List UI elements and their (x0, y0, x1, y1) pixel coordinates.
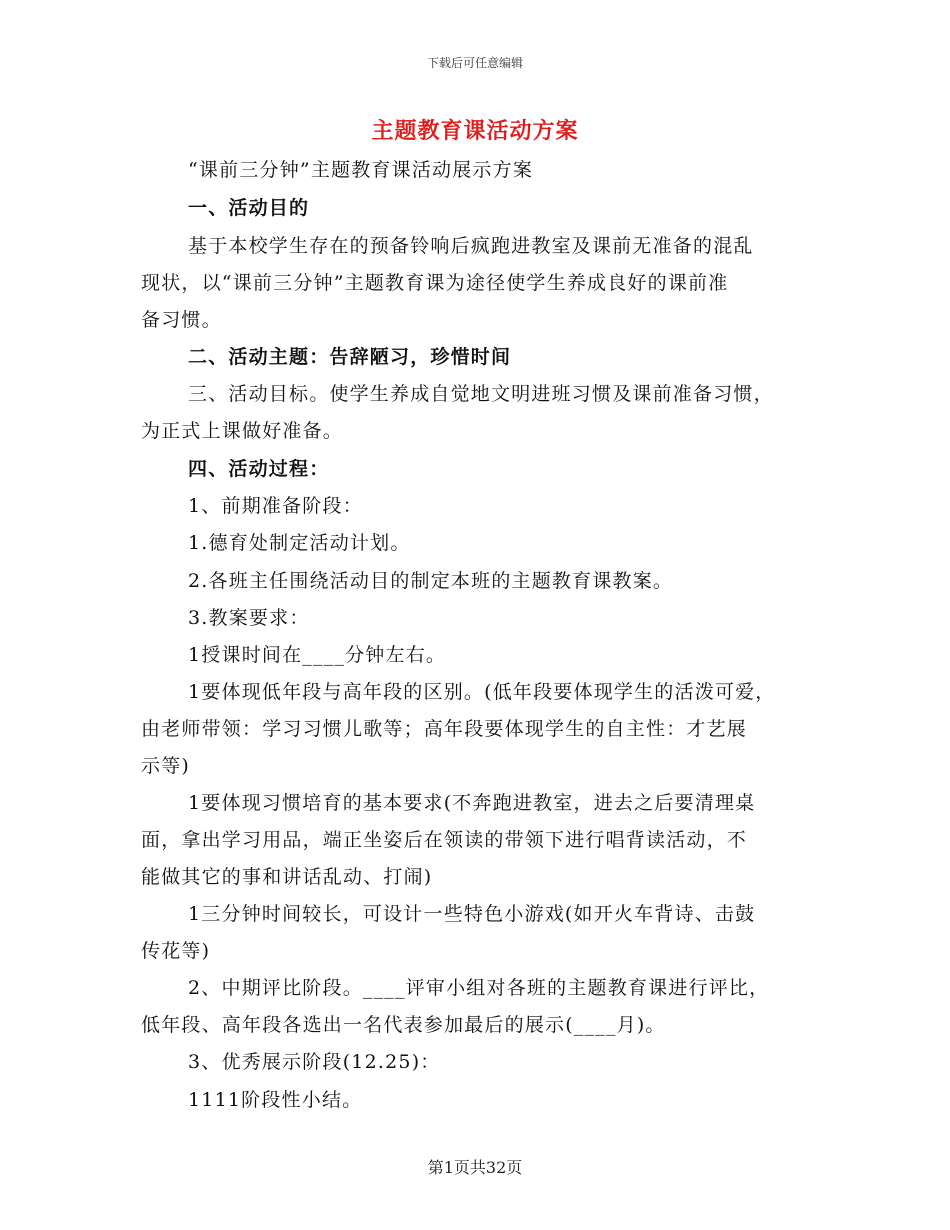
paragraph-line: 2.各班主任围绕活动目的制定本班的主题教育课教案。 (188, 570, 674, 592)
paragraph-line: 备习惯。 (141, 309, 222, 331)
paragraph-line: 1要体现习惯培育的基本要求(不奔跑进教室，进去之后要清理桌 (188, 792, 756, 814)
paragraph-line: 低年段、高年段各选出一名代表参加最后的展示(____月)。 (141, 1014, 666, 1036)
paragraph-line: 能做其它的事和讲话乱动、打闹) (141, 866, 433, 888)
paragraph-line: 3.教案要求： (188, 607, 310, 629)
paragraph-line: 1、前期准备阶段： (188, 495, 363, 517)
heading-activity-process: 四、活动过程： (188, 458, 330, 480)
paragraph-line: 1三分钟时间较长，可设计一些特色小游戏(如开火车背诗、击鼓 (188, 903, 756, 925)
heading-activity-purpose: 一、活动目的 (188, 197, 310, 219)
heading-activity-theme: 二、活动主题：告辞陋习，珍惜时间 (188, 346, 512, 368)
paragraph-line: 面，拿出学习用品，端正坐姿后在领读的带领下进行唱背读活动，不 (141, 829, 748, 851)
document-title: 主题教育课活动方案 (371, 118, 579, 144)
paragraph-line: 1111阶段性小结。 (188, 1089, 363, 1111)
paragraph-line: 传花等) (141, 940, 211, 962)
paragraph-line: 由老师带领：学习习惯儿歌等；高年段要体现学生的自主性：才艺展 (141, 718, 748, 740)
page-header: 下载后可任意编辑 (426, 56, 523, 70)
paragraph-line: 1.德育处制定活动计划。 (188, 532, 411, 554)
paragraph-line: 2、中期评比阶段。____评审小组对各班的主题教育课进行评比， (188, 977, 770, 999)
paragraph-line: 1授课时间在____分钟左右。 (188, 644, 447, 666)
paragraph-line: 3、优秀展示阶段(12.25)： (188, 1051, 441, 1073)
paragraph-line: 三、活动目标。使学生养成自觉地文明进班习惯及课前准备习惯， (188, 383, 774, 405)
paragraph-line: 为正式上课做好准备。 (141, 420, 344, 442)
paragraph-line: 基于本校学生存在的预备铃响后疯跑进教室及课前无准备的混乱 (188, 235, 754, 257)
paragraph-line: 现状，以“课前三分钟”主题教育课为途径使学生养成良好的课前准 (141, 272, 729, 294)
paragraph-line: 1要体现低年段与高年段的区别。(低年段要体现学生的活泼可爱， (188, 681, 776, 703)
paragraph-line: 示等) (141, 755, 191, 777)
page-footer: 第1页共32页 (427, 1158, 523, 1177)
subtitle-line: “课前三分钟”主题教育课活动展示方案 (188, 159, 534, 181)
